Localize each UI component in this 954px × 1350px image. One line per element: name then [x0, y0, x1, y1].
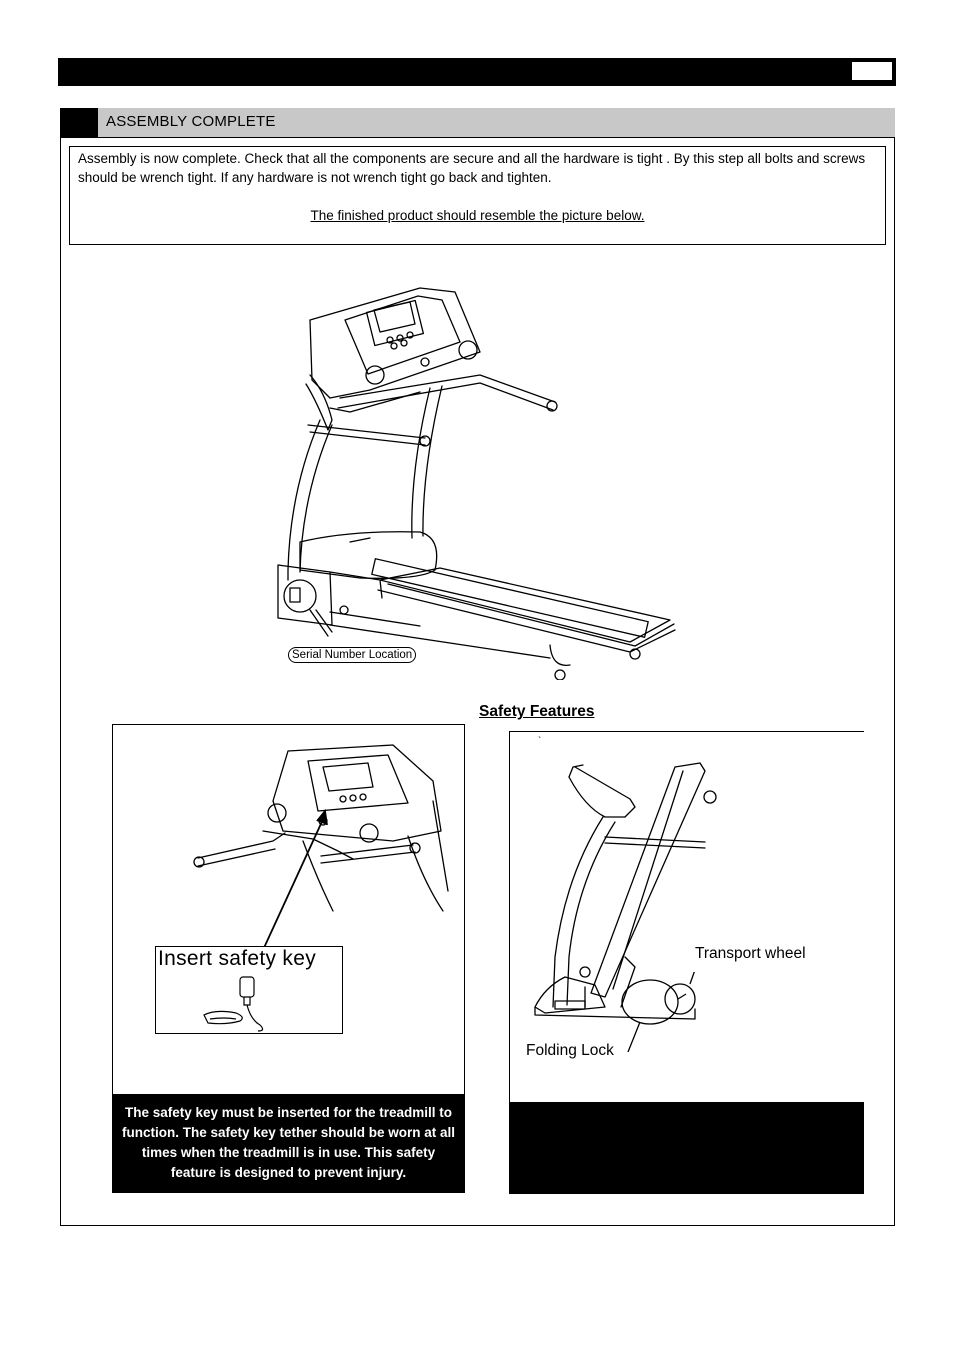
safety-key-callout: [155, 946, 343, 1034]
page-number-box: [851, 61, 893, 81]
instruction-note: The finished product should resemble the picture below.: [310, 208, 645, 223]
transport-wheel-label: Transport wheel: [695, 945, 806, 962]
folding-panel: [509, 731, 864, 1194]
pointer-arrow: [253, 795, 363, 955]
safety-key-label: Insert safety key: [158, 947, 316, 970]
safety-key-caption: The safety key must be inserted for the treadmill to function. The safety key tether should be worn at all times when the treadmill is in use. This safety feature is designed to prevent injury.: [113, 1094, 464, 1192]
instruction-text: Assembly is now complete. Check that all the components are secure and all the hardware is tight . By this step all bolts and screws should be wrench tight. If any hardware is not wrench tight go back and tighten.: [78, 151, 866, 185]
folded-panel-mark: `: [538, 736, 542, 747]
safety-features-heading: Safety Features: [479, 703, 595, 720]
treadmill-illustration: [270, 280, 690, 680]
instruction-box: [69, 146, 886, 245]
folding-lock-label: Folding Lock: [526, 1042, 614, 1059]
callout-circles: [610, 972, 730, 1062]
section-title: ASSEMBLY COMPLETE: [106, 113, 276, 130]
safety-key-panel: [112, 724, 465, 1193]
safety-key-icon: [196, 975, 286, 1033]
page-header-bar: [58, 58, 896, 86]
section-header: [60, 108, 895, 138]
serial-number-label: Serial Number Location: [288, 647, 416, 663]
folding-caption-box: [510, 1102, 864, 1194]
section-number-block: [60, 108, 98, 137]
